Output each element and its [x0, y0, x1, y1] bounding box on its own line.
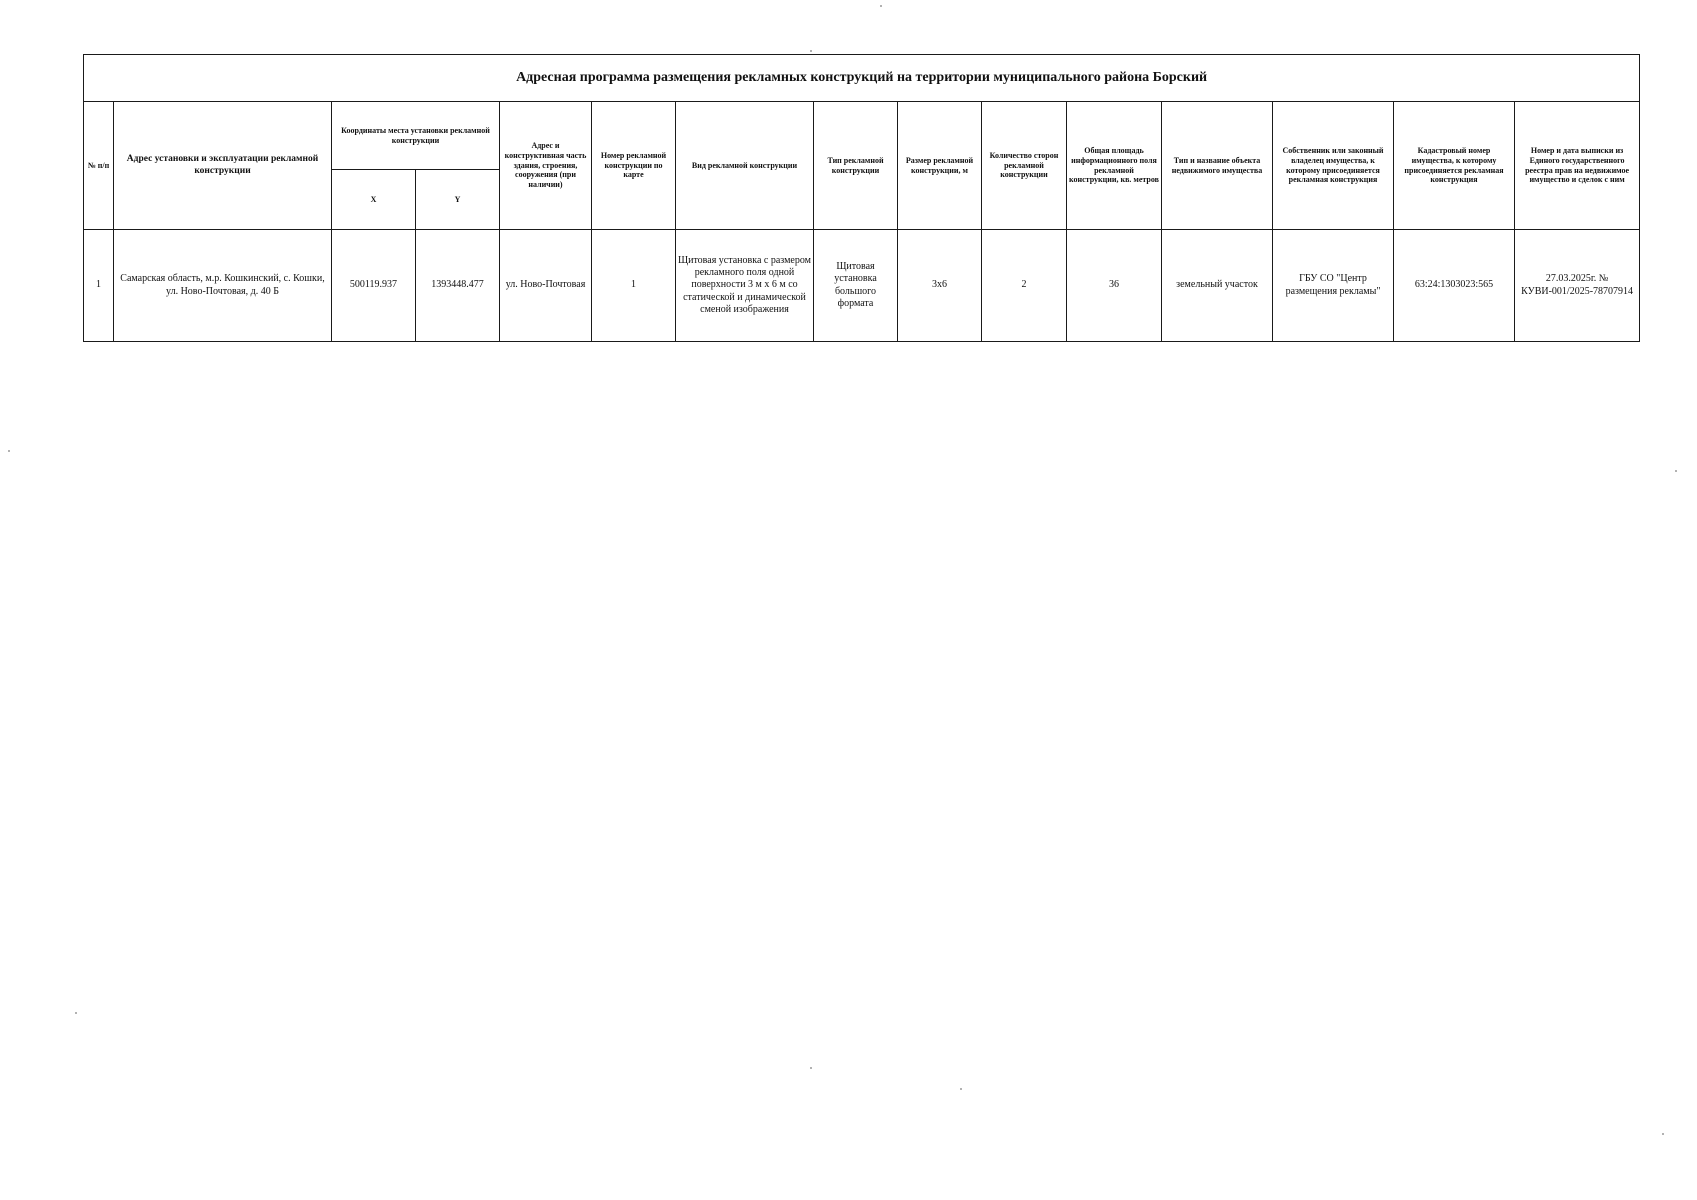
header-building-part: Адрес и конструктивная часть здания, строения, сооружения (при наличии) — [500, 102, 592, 230]
header-kind: Вид рекламной конструкции — [676, 102, 814, 230]
address-program-sheet — [83, 54, 1639, 342]
cell-building-part: ул. Ново-Почтовая — [500, 230, 592, 342]
header-egrn: Номер и дата выписки из Единого государственного реестра прав на недвижимое имущество и сделок с ним — [1515, 102, 1640, 230]
header-y: Y — [416, 170, 500, 230]
scan-speck — [960, 1088, 962, 1090]
table-title: Адресная программа размещения рекламных конструкций на территории муниципального района Борский — [84, 55, 1640, 102]
cell-size: 3х6 — [898, 230, 982, 342]
cell-cadastral: 63:24:1303023:565 — [1394, 230, 1515, 342]
scan-speck — [1662, 1133, 1664, 1135]
scan-speck — [75, 1012, 77, 1014]
cell-x: 500119.937 — [332, 230, 416, 342]
header-cadastral: Кадастровый номер имущества, к которому присоединяется рекламная конструкция — [1394, 102, 1515, 230]
cell-map-number: 1 — [592, 230, 676, 342]
scan-speck — [880, 5, 882, 7]
scan-speck — [810, 1067, 812, 1069]
scan-speck — [1675, 470, 1677, 472]
header-area: Общая площадь информационного поля рекламной конструкции, кв. метров — [1067, 102, 1162, 230]
cell-area: 36 — [1067, 230, 1162, 342]
cell-num: 1 — [84, 230, 114, 342]
cell-address: Самарская область, м.р. Кошкинский, с. Кошки, ул. Ново-Почтовая, д. 40 Б — [114, 230, 332, 342]
cell-owner: ГБУ СО "Центр размещения рекламы" — [1273, 230, 1394, 342]
header-type: Тип рекламной конструкции — [814, 102, 898, 230]
header-owner: Собственник или законный владелец имущества, к которому присоединяется рекламная конструкция — [1273, 102, 1394, 230]
cell-object-type: земельный участок — [1162, 230, 1273, 342]
header-x: X — [332, 170, 416, 230]
address-program-table — [83, 54, 1640, 342]
cell-kind: Щитовая установка с размером рекламного поля одной поверхности 3 м х 6 м со статической и динамической сменой изображения — [676, 230, 814, 342]
header-object-type: Тип и название объекта недвижимого имущества — [1162, 102, 1273, 230]
cell-sides: 2 — [982, 230, 1067, 342]
header-sides: Количество сторон рекламной конструкции — [982, 102, 1067, 230]
header-num: № п/п — [84, 102, 114, 230]
cell-y: 1393448.477 — [416, 230, 500, 342]
header-coords: Координаты места установки рекламной конструкции — [332, 102, 500, 170]
scan-speck — [810, 50, 812, 52]
header-address: Адрес установки и эксплуатации рекламной конструкции — [114, 102, 332, 230]
scan-speck — [8, 450, 10, 452]
header-size: Размер рекламной конструкции, м — [898, 102, 982, 230]
cell-egrn: 27.03.2025г. № КУВИ-001/2025-78707914 — [1515, 230, 1640, 342]
cell-type: Щитовая установка большого формата — [814, 230, 898, 342]
header-map-number: Номер рекламной конструкции по карте — [592, 102, 676, 230]
table-row — [84, 230, 1640, 342]
